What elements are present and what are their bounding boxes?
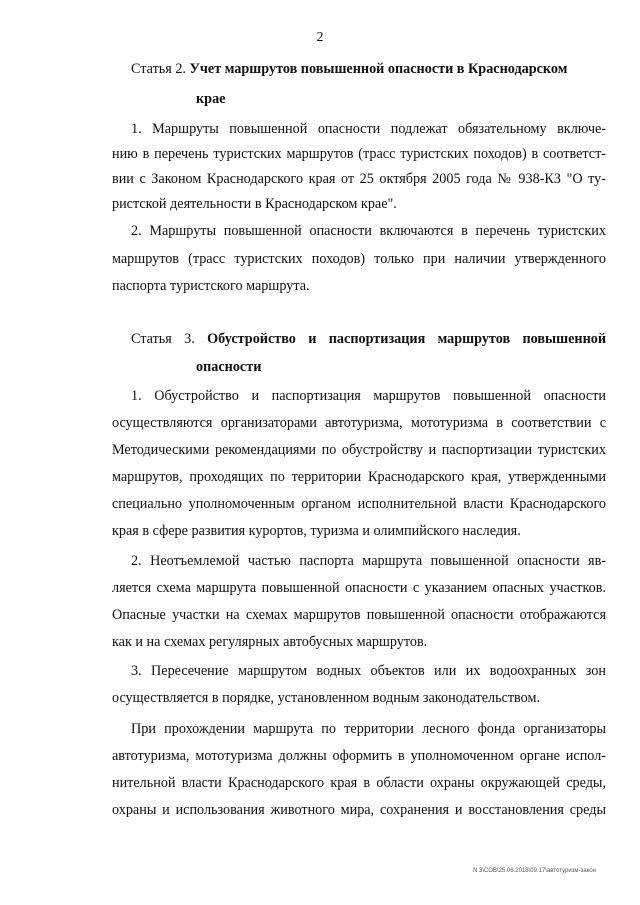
article-2-p2-line: 2. Маршруты повышенной опасности включаются в перечень туристских — [131, 223, 606, 239]
article-3-heading — [131, 330, 606, 348]
article-2-p1-line: вии с Законом Краснодарского края от 25 октября 2005 года № 938-КЗ "О ту- — [112, 171, 606, 187]
article-3-p1-line: маршрутов, проходящих по территории Краснодарского края, утвержденными — [112, 469, 606, 485]
article-3-p1-line: 1. Обустройство и паспортизация маршрутов повышенной опасности — [131, 388, 606, 404]
article-2-p1-line: ристской деятельности в Краснодарском крае". — [112, 196, 397, 212]
article-3-p2-line: как и на схемах регулярных автобусных маршрутов. — [112, 634, 428, 650]
article-3-p3-line: осуществляется в порядке, установленном водным законодательством. — [112, 690, 540, 706]
article-3-p4-line: нительной власти Краснодарского края в области охраны окружающей среды, — [112, 775, 606, 791]
article-3-p4-line: охраны и использования животного мира, сохранения и восстановления среды — [112, 802, 606, 818]
article-2-prefix: Статья 2. — [131, 61, 186, 77]
article-3-title: Обустройство и паспортизация маршрутов повышенной — [207, 331, 607, 347]
article-3-p2-line: Опасные участки на схемах маршрутов повышенной опасности отображаются — [112, 607, 606, 623]
article-2-title: Учет маршрутов повышенной опасности в Краснодарском — [189, 61, 568, 77]
article-3-p2-line: 2. Неотъемлемой частью паспорта маршрута повышенной опасности яв- — [131, 553, 606, 569]
article-2-heading — [131, 60, 606, 78]
article-2-p2-line: паспорта туристского маршрута. — [112, 278, 310, 294]
article-3-prefix: Статья 3. — [131, 331, 195, 347]
document-footer-code: N 3\СОВ\25.06.2018\09.17\автотуризм-закон — [473, 868, 596, 874]
article-3-p4-line: автотуризма, мототуризма должны оформить в уполномоченном органе испол- — [112, 748, 606, 764]
article-2-p1-line: нию в перечень туристских маршрутов (трасс туристских походов) в соответст- — [112, 146, 606, 162]
article-3-p3-line: 3. Пересечение маршрутом водных объектов или их водоохранных зон — [131, 663, 606, 679]
article-3-p1-line: Методическими рекомендациями по обустройству и паспортизации туристских — [112, 442, 606, 458]
article-3-p1-line: осуществляются организаторами автотуризма, мототуризма в соответствии с — [112, 415, 606, 431]
article-2-p1-line: 1. Маршруты повышенной опасности подлежат обязательному включе- — [131, 121, 606, 137]
page-number: 2 — [316, 30, 324, 45]
article-3-p4-line: При прохождении маршрута по территории лесного фонда организаторы — [131, 721, 606, 737]
article-3-p2-line: ляется схема маршрута повышенной опасности с указанием опасных участков. — [112, 580, 606, 596]
article-3-p1-line: специально уполномоченным органом исполнительной власти Краснодарского — [112, 496, 606, 512]
article-3-title-cont: опасности — [196, 359, 262, 375]
article-2-p2-line: маршрутов (трасс туристских походов) только при наличии утвержденного — [112, 251, 606, 267]
article-2-title-cont: крае — [196, 91, 226, 107]
article-3-p1-line: края в сфере развития курортов, туризма и олимпийского наследия. — [112, 523, 521, 539]
